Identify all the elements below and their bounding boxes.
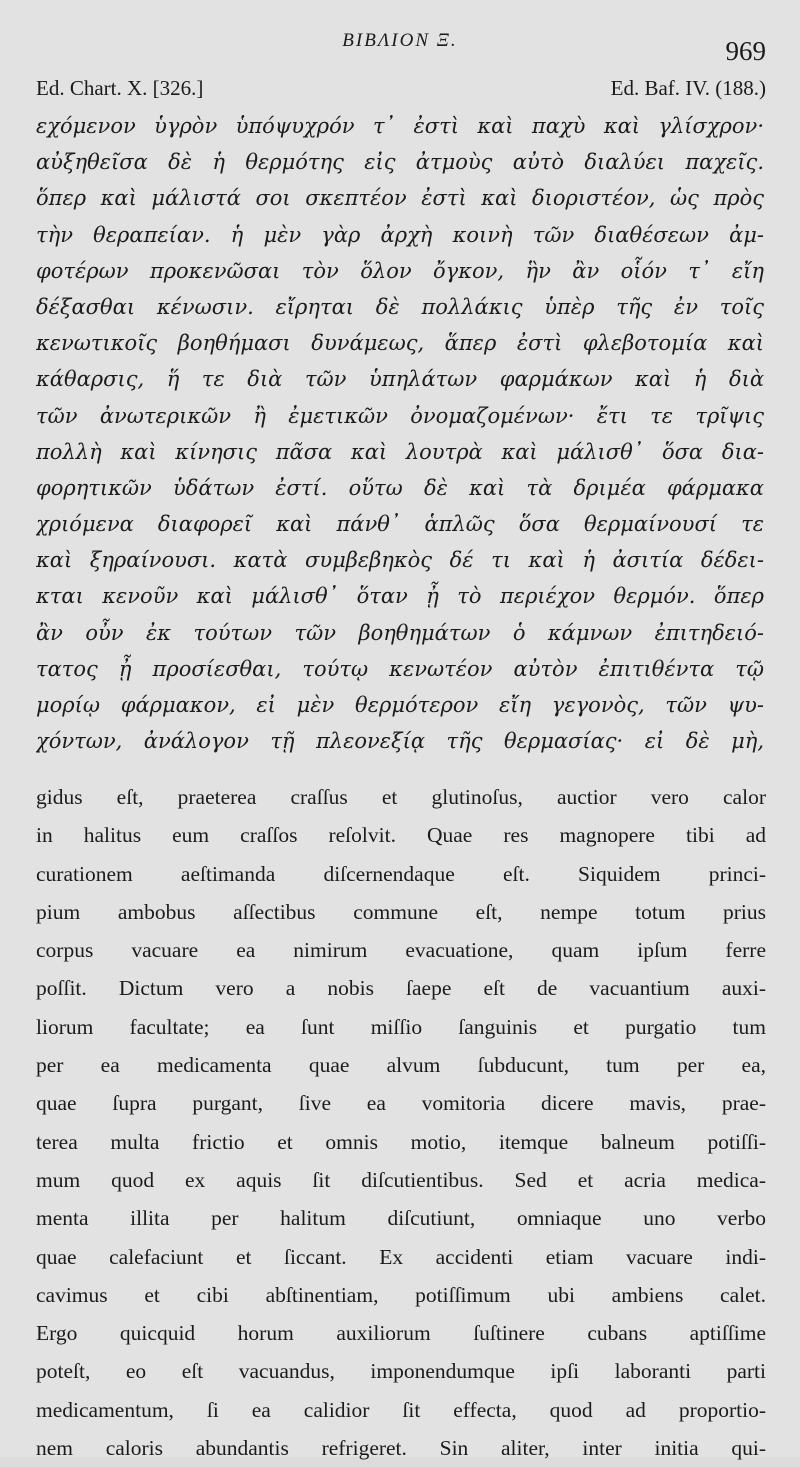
greek-text-line: δέξασθαι κένωσιν. εἴρηται δὲ πολλάκις ὑπὲρ τῆς ἐν τοῖς	[36, 294, 764, 319]
latin-text-line: pium ambobus aſſectibus commune eſt, nempe totum prius	[36, 899, 766, 924]
greek-text-block	[36, 108, 764, 759]
latin-text-line: Ergo quicquid horum auxiliorum ſuſtinere cubans aptiſſime	[36, 1321, 766, 1346]
latin-text-line: mum quod ex aquis ſit diſcutientibus. Sed et acria medica-	[36, 1167, 766, 1192]
latin-text-line: curationem aeſtimanda diſcernendaque eſt. Siquidem princi-	[36, 861, 766, 886]
latin-text-line: liorum facultate; ea ſunt miſſio ſanguinis et purgatio tum	[36, 1014, 766, 1039]
latin-text-line: in halitus eum craſſos reſolvit. Quae res magnopere tibi ad	[36, 823, 766, 848]
latin-text-block	[36, 778, 766, 1467]
latin-text-line: quae ſupra purgant, ſive ea vomitoria dicere mavis, prae-	[36, 1091, 766, 1116]
greek-text-line: τῶν ἀνωτερικῶν ἢ ἐμετικῶν ὀνομαζομένων· ἔτι τε τρῖψις	[36, 403, 764, 428]
greek-text-line: φοτέρων προκενῶσαι τὸν ὅλον ὄγκον, ἣν ἂν οἷόν τ᾽ εἴη	[36, 258, 764, 283]
latin-text-line: nem caloris abundantis refrigeret. Sin aliter, inter initia qui-	[36, 1436, 766, 1461]
greek-text-line: κάθαρσις, ἥ τε διὰ τῶν ὑπηλάτων φαρμάκων καὶ ἡ διὰ	[36, 367, 764, 392]
greek-text-line: ὅπερ καὶ μάλιστά σοι σκεπτέον ἐστὶ καὶ διοριστέον, ὡς πρὸς	[36, 186, 764, 211]
greek-text-line: χόντων, ἀνάλογον τῇ πλεονεξίᾳ τῆς θερμασίας· εἰ δὲ μὴ,	[36, 729, 764, 754]
greek-text-line: τὴν θεραπείαν. ἡ μὲν γὰρ ἀρχὴ κοινὴ τῶν διαθέσεων ἀμ-	[36, 222, 764, 247]
greek-text-line: φορητικῶν ὑδάτων ἐστί. οὕτω δὲ καὶ τὰ δριμέα φάρμακα	[36, 475, 764, 500]
edition-reference-chartier: Ed. Chart. X. [326.]	[36, 76, 204, 100]
greek-text-line: κενωτικοῖς βοηθήμασι δυνάμεως, ἅπερ ἐστὶ φλεβοτομία καὶ	[36, 331, 764, 356]
latin-text-line: poteſt, eo eſt vacuandus, imponendumque ipſi laboranti parti	[36, 1359, 766, 1384]
greek-text-line: καὶ ξηραίνουσι. κατὰ συμβεβηκὸς δέ τι καὶ ἡ ἀσιτία δέδει-	[36, 548, 764, 573]
latin-text-line: medicamentum, ſi ea calidior ſit effecta, quod ad proportio-	[36, 1397, 766, 1422]
greek-text-line: κται κενοῦν καὶ μάλισθ᾽ ὅταν ᾖ τὸ περιέχον θερμόν. ὅπερ	[36, 584, 764, 609]
latin-text-line: per ea medicamenta quae alvum ſubducunt, tum per ea,	[36, 1053, 766, 1078]
latin-text-line: cavimus et cibi abſtinentiam, potiſſimum ubi ambiens calet.	[36, 1282, 766, 1307]
edition-reference-basel: Ed. Baf. IV. (188.)	[610, 76, 766, 100]
greek-text-line: πολλὴ καὶ κίνησις πᾶσα καὶ λουτρὰ καὶ μάλισθ᾽ ὅσα δια-	[36, 439, 764, 464]
latin-text-line: terea multa frictio et omnis motio, itemque balneum potiſſi-	[36, 1129, 766, 1154]
page-number: 969	[725, 36, 766, 66]
latin-text-line: corpus vacuare ea nimirum evacuatione, quam ipſum ferre	[36, 938, 766, 963]
running-header-title: ΒΙΒΛΙΟΝ Ξ.	[342, 30, 458, 51]
greek-text-line: αὐξηθεῖσα δὲ ἡ θερμότης εἰς ἀτμοὺς αὐτὸ διαλύει παχεῖς.	[36, 150, 764, 175]
latin-text-line: menta illita per halitum diſcutiunt, omniaque uno verbo	[36, 1206, 766, 1231]
latin-text-line: poſſit. Dictum vero a nobis ſaepe eſt de vacuantium auxi-	[36, 976, 766, 1001]
greek-text-line: ἂν οὖν ἐκ τούτων τῶν βοηθημάτων ὁ κάμνων ἐπιτηδειό-	[36, 620, 764, 645]
greek-text-line: εχόμενον ὑγρὸν ὑπόψυχρόν τ᾽ ἐστὶ καὶ παχὺ καὶ γλίσχρον·	[36, 114, 764, 138]
greek-text-line: τατος ᾖ προσίεσθαι, τούτῳ κενωτέον αὐτὸν ἐπιτιθέντα τῷ	[36, 656, 764, 681]
latin-text-line: gidus eſt, praeterea craſſus et glutinoſus, auctior vero calor	[36, 785, 766, 809]
greek-text-line: χριόμενα διαφορεῖ καὶ πάνθ᾽ ἁπλῶς ὅσα θερμαίνουσί τε	[36, 512, 764, 537]
latin-text-line: quae calefaciunt et ſiccant. Ex accidenti etiam vacuare indi-	[36, 1244, 766, 1269]
greek-text-line: μορίῳ φάρμακον, εἰ μὲν θερμότερον εἴη γεγονὸς, τῶν ψυ-	[36, 693, 764, 717]
